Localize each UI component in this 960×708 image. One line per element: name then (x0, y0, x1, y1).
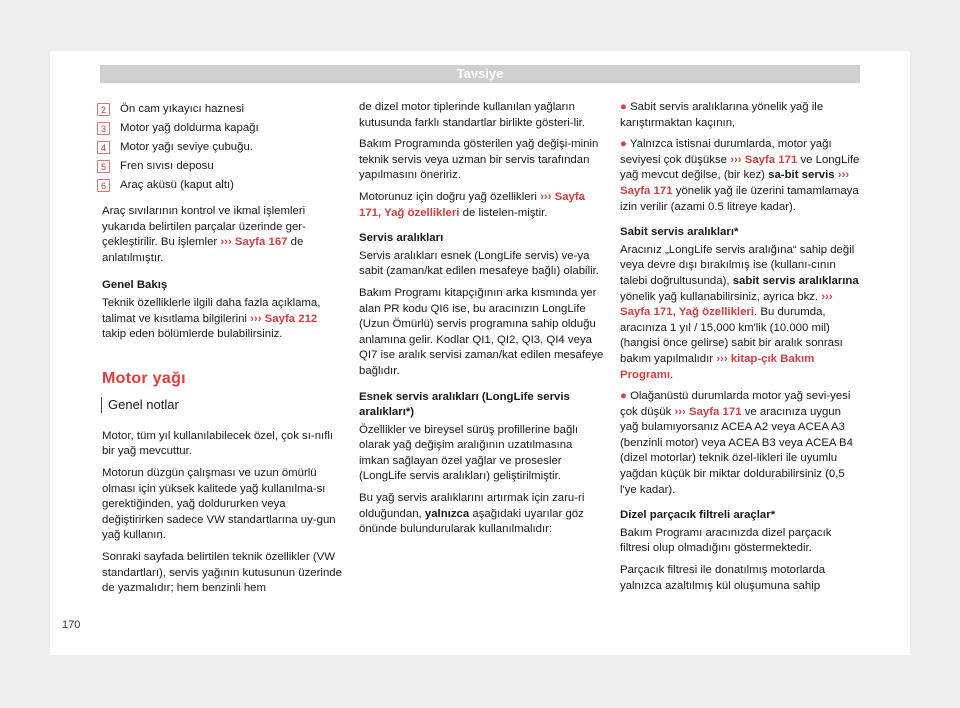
number-badge: 4 (97, 141, 110, 154)
number-badge: 6 (97, 179, 110, 192)
heading-esnek-servis: Esnek servis aralıkları (LongLife servis aralıkları*) (359, 390, 570, 419)
page-link[interactable]: ››› Sayfa 171 (620, 169, 850, 197)
heading-genel-bakis: Genel Bakış (102, 279, 168, 292)
paragraph: Bakım Programı aracınızda dizel parçacık filtresi olup olmadığını göstermektedir. (620, 526, 832, 555)
page-link[interactable]: ››› Sayfa 171 (730, 153, 798, 166)
bullet-item: ● Yalnızca istisnai durumlarda, motor yağı seviyesi çok düşükse ››› Sayfa 171 ve LongLife yağ mevcut değilse, (bir kez) sa-bit servis ››› Sayfa 171 yönelik yağ ile üzerini tamamlamaya izin verilir (azami 0.5 litreye kadar). (620, 138, 860, 213)
paragraph: de dizel motor tiplerinde kullanılan yağların kutusunda farklı standartlar birlikte gösteri-lir. (359, 101, 586, 129)
bullet-icon: ● (620, 138, 627, 151)
paragraph: Motorunuz için doğru yağ özellikleri ››› Sayfa 171, Yağ özellikleri de listelen-miştir. (359, 190, 586, 219)
list-item-text: Fren sıvısı deposu (120, 159, 214, 172)
paragraph: Teknik özelliklerle ilgili daha fazla açıklama, talimat ve kısıtlama bilgilerini ››› Sayfa 212 takip eden bölümlerde bulabilirsiniz. (102, 296, 321, 341)
heading-dizel-partikul: Dizel parçacık filtreli araçlar* (620, 509, 776, 522)
paragraph: Araç sıvılarının kontrol ve ikmal işlemleri yukarıda belirtilen parçalar üzerinde ger-çekleştirilir. Bu işlemler ››› Sayfa 167 de anlatılmıştır. (102, 205, 306, 264)
list-item (102, 100, 344, 119)
section-title: Motor yağı (102, 369, 186, 387)
subsection-title: Genel notlar (101, 397, 344, 413)
bullet-item: ● Sabit servis aralıklarına yönelik yağ ile karıştırmaktan kaçının, (620, 101, 824, 129)
list-item (102, 157, 344, 176)
column-1 (102, 100, 344, 603)
page-link[interactable]: ››› Sayfa 171 (674, 405, 742, 418)
bullet-icon: ● (620, 390, 627, 403)
list-item-text: Motor yağ doldurma kapağı (120, 121, 259, 134)
list-item (102, 138, 344, 157)
number-badge: 5 (97, 160, 110, 173)
paragraph: Motor, tüm yıl kullanılabilecek özel, çok sı-nıflı bir yağ mevcuttur. (102, 429, 334, 458)
page-link[interactable]: ››› Sayfa 171, Yağ özellikleri (359, 190, 586, 219)
bullet-icon: ● (620, 101, 627, 113)
paragraph: Motorun düzgün çalışması ve uzun ömürlü olması için yüksek kalitede yağ kullanılma-sı gerektiğinden, yağ doldururken veya değiştirirken sadece VW standartlarına uy-gun yağ kullanın. (102, 466, 336, 542)
section-header: Tavsiye (100, 65, 860, 83)
list-item (102, 119, 344, 138)
column-2 (359, 100, 604, 544)
paragraph: Bu yağ servis aralıklarını artırmak için zaru-ri olduğundan, yalnızca aşağıdaki uyarılar göz önünde bulundurularak kullanılmalıdır: (359, 492, 585, 536)
page-link[interactable]: ››› Sayfa 212 (250, 312, 318, 325)
paragraph: Servis aralıkları esnek (LongLife servis) ve-ya sabit (zaman/kat edilen mesafeye bağlı) olabilir. (359, 249, 599, 278)
list-item-text: Araç aküsü (kaput altı) (120, 178, 234, 191)
list-item (102, 176, 344, 195)
paragraph: Bakım Programında gösterilen yağ değişi-minin teknik servis veya uzman bir servis tarafından yapılmasını öneririz. (359, 138, 599, 182)
paragraph: Parçacık filtresi ile donatılmış motorlarda yalnızca azaltılmış kül oluşumuna sahip (620, 564, 826, 592)
numbered-list (102, 100, 344, 195)
column-3 (620, 100, 860, 600)
list-item-text: Ön cam yıkayıcı haznesi (120, 102, 245, 115)
number-badge: 3 (97, 122, 110, 135)
page-number: 170 (62, 619, 81, 631)
paragraph: Aracınız „LongLife servis aralığına“ sahip değil veya devre dışı bırakılmış ise (kullanı-cının talebi doğrultusunda), sabit servis aralıklarına yönelik yağ kullanabilirsiniz, ayrıca bkz. ››› Sayfa 171, Yağ özellikleri. Bu durumda, aracınıza 1 yıl / 15,000 km'lik (10.000 mil) (hangisi önce gelirse) sabit bir aralık sonrası bakım yapılmalıdır ››› kitap-çık Bakım Programı. (620, 243, 859, 381)
page-link[interactable]: ››› kitap-çık Bakım Programı (620, 352, 815, 381)
list-item-text: Motor yağı seviye çubuğu. (120, 140, 253, 153)
paragraph: Sonraki sayfada belirtilen teknik özellikler (VW standartları), servis yağının kutusunun üzerinde de yazmalıdır; hem benzinli hem (102, 550, 342, 595)
paragraph: Özellikler ve bireysel sürüş profillerine bağlı olarak yağ değişim aralığının uzatılmasına imkan sağlayan özel yağlar ve prosesler (LongLife servis aralıkları) geliştirilmiştir. (359, 423, 579, 483)
bullet-item: ● Olağanüstü durumlarda motor yağ sevi-yesi çok düşük ››› Sayfa 171 ve aracınıza uygun yağ bulamıyorsanız ACEA A2 veya ACEA A3 (benzinli motor) veya ACEA B3 veya ACEA B4 (dizel motorlar) teknik özel-likleri ile uyumlu yağdan küçük bir miktar doldurabilirsiniz (0,5 l'ye kadar). (620, 390, 853, 496)
page-link[interactable]: ››› Sayfa 167 (220, 236, 288, 249)
page-link[interactable]: ››› Sayfa 171, Yağ özellikleri (620, 290, 833, 319)
heading-servis-araliklari: Servis aralıkları (359, 232, 444, 245)
paragraph: Bakım Programı kitapçığının arka kısmında yer alan PR kodu QI6 ise, bu aracınızın LongLife (Uzun Ömürlü) servis programına sahip olduğu anlamına gelir. Kodlar QI1, QI2, QI3, QI4 veya QI7 ise aralık servisi zaman/kat edilen mesafeye bağlıdır. (359, 286, 604, 377)
heading-sabit-servis: Sabit servis aralıkları* (620, 226, 739, 239)
number-badge: 2 (97, 103, 110, 116)
